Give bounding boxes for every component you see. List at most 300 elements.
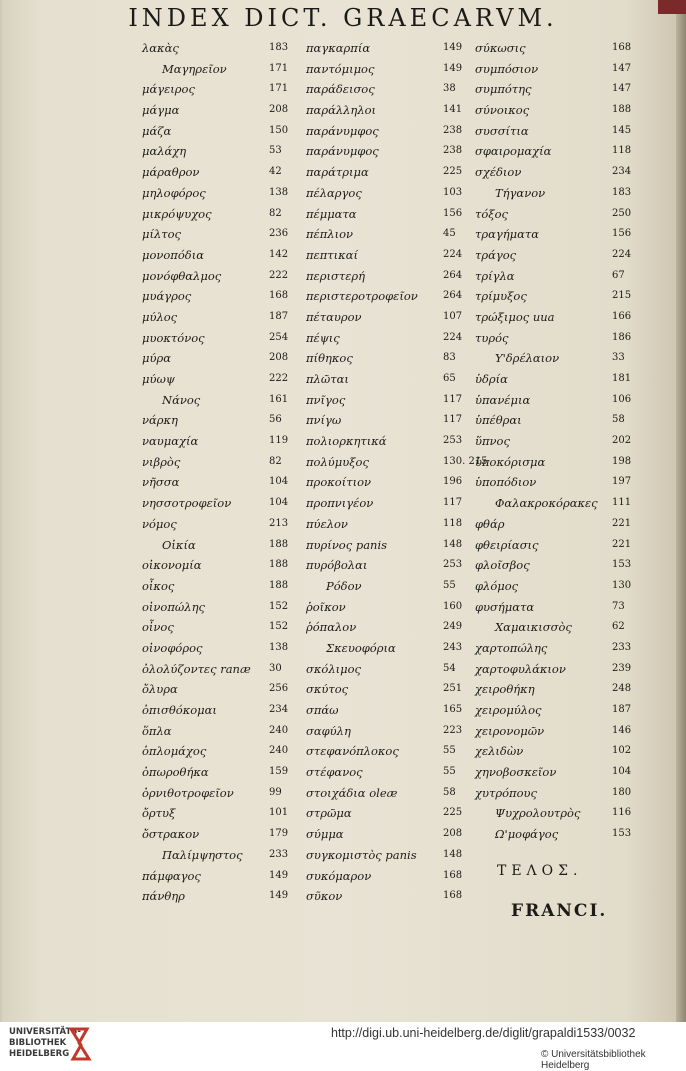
entry-word: στέφανος <box>306 765 363 780</box>
entry-page-number: 156 <box>443 207 463 219</box>
entry-word: ὀπισθόκομαι <box>142 703 217 717</box>
index-entry <box>306 100 466 121</box>
entry-page-number: 224 <box>443 331 463 343</box>
index-entry <box>475 431 645 452</box>
index-entry <box>306 183 466 204</box>
index-entry <box>475 38 645 59</box>
entry-word: σπάω <box>306 703 339 717</box>
entry-word: Τήγανον <box>495 185 546 200</box>
index-entry <box>142 493 302 514</box>
page-title: INDEX DICT. GRAECARVM. <box>128 4 558 32</box>
index-entry <box>142 535 302 556</box>
entry-word: οἰνοπώλης <box>142 599 205 614</box>
index-entry <box>142 266 302 287</box>
entry-page-number: 181 <box>612 373 632 384</box>
entry-word: πέμματα <box>306 206 357 221</box>
entry-word: πολύμυξος <box>306 454 369 469</box>
index-entry <box>475 514 645 535</box>
entry-word: ῥόπαλον <box>306 620 357 635</box>
entry-word: ὁπλομάχος <box>142 744 207 759</box>
index-entry <box>306 328 466 349</box>
library-logo-icon[interactable] <box>67 1025 95 1063</box>
entry-page-number: 104 <box>269 497 289 509</box>
entry-page-number: 55 <box>443 579 456 591</box>
entry-word: παράδεισος <box>306 82 375 97</box>
entry-word: Παλίμψηστος <box>162 847 243 862</box>
entry-page-number: 33 <box>612 352 625 364</box>
entry-word: τρίμυξος <box>475 289 527 304</box>
entry-page-number: 148 <box>443 538 463 550</box>
entry-page-number: 187 <box>612 704 632 715</box>
entry-page-number: 223 <box>443 724 463 736</box>
entry-word: ὀλολύζοντες ranæ <box>142 661 251 676</box>
index-entry <box>475 803 645 824</box>
entry-word: σκύτος <box>306 682 349 697</box>
entry-page-number: 183 <box>269 42 289 53</box>
entry-word: τρώξιμος uua <box>475 309 555 324</box>
index-entry <box>475 762 645 783</box>
index-entry <box>306 721 466 742</box>
entry-word: παράνυμφος <box>306 123 379 138</box>
entry-page-number: 188 <box>269 559 289 571</box>
entry-page-number: 150 <box>269 124 289 136</box>
entry-word: πολιορκητικά <box>306 434 387 449</box>
index-entry <box>306 597 466 618</box>
entry-word: μάγμα <box>142 103 180 118</box>
entry-page-number: 149 <box>269 890 289 902</box>
index-entry <box>142 307 302 328</box>
entry-word: χελιδὼν <box>475 744 524 759</box>
entry-word: πέψις <box>306 330 340 345</box>
index-entry <box>142 162 302 183</box>
entry-page-number: 188 <box>269 538 289 550</box>
entry-page-number: 234 <box>269 704 289 715</box>
entry-word: ὑπανέμια <box>475 392 531 407</box>
entry-word: ὀρνιθοτροφεῖον <box>142 785 234 800</box>
index-entry <box>306 204 466 225</box>
entry-word: πυρόβολαι <box>306 558 368 573</box>
entry-word: Υ'δρέλαιον <box>495 351 560 366</box>
entry-word: νησσοτροφεῖον <box>142 496 232 511</box>
entry-word: χηνοβοσκεῖον <box>475 765 557 780</box>
entry-page-number: 221 <box>612 538 632 550</box>
entry-page-number: 180 <box>612 786 632 798</box>
entry-page-number: 197 <box>612 476 632 488</box>
entry-word: σαφύλη <box>306 723 351 738</box>
entry-word: χαρτοπώλης <box>475 640 548 655</box>
index-entry <box>142 741 302 762</box>
entry-page-number: 56 <box>269 414 282 426</box>
entry-page-number: 67 <box>612 269 625 281</box>
index-entry <box>142 390 302 411</box>
index-entry <box>142 79 302 100</box>
entry-word: Οἰκία <box>162 537 196 552</box>
entry-word: σύκωσις <box>475 41 526 55</box>
index-entry <box>475 286 645 307</box>
entry-page-number: 222 <box>269 373 289 384</box>
entry-word: Σκευοφόρια <box>326 640 396 655</box>
entry-word: μυάγρος <box>142 289 192 304</box>
library-name-line3: HEIDELBERG <box>9 1049 70 1059</box>
entry-page-number: 196 <box>443 476 463 488</box>
entry-word: μάραθρον <box>142 165 200 180</box>
entry-page-number: 99 <box>269 786 282 798</box>
entry-page-number: 254 <box>269 331 289 343</box>
index-entry <box>142 700 302 721</box>
index-entry <box>475 493 645 514</box>
index-entry <box>142 762 302 783</box>
index-entry <box>306 824 466 845</box>
index-entry <box>475 162 645 183</box>
entry-page-number: 58 <box>443 786 456 798</box>
entry-page-number: 165 <box>443 704 463 715</box>
index-entry <box>306 741 466 762</box>
entry-word: τράγος <box>475 247 517 262</box>
entry-word: ὕπνος <box>475 434 510 449</box>
entry-word: ὑποκόρισμα <box>475 454 546 469</box>
entry-page-number: 156 <box>612 228 632 240</box>
entry-page-number: 153 <box>612 828 632 840</box>
entry-page-number: 256 <box>269 683 289 695</box>
index-entry <box>475 224 645 245</box>
index-entry <box>142 472 302 493</box>
entry-word: πίθηκος <box>306 351 353 366</box>
entry-word: πυρίνος panis <box>306 537 388 552</box>
index-entry <box>475 452 645 473</box>
entry-page-number: 104 <box>612 766 632 778</box>
entry-word: συμπόσιον <box>475 61 539 76</box>
entry-page-number: 239 <box>612 662 632 674</box>
index-column-1 <box>142 38 302 907</box>
index-entry <box>306 245 466 266</box>
entry-page-number: 45 <box>443 228 456 240</box>
index-column-3 <box>475 38 645 845</box>
entry-page-number: 213 <box>269 517 289 529</box>
index-entry <box>142 659 302 680</box>
entry-word: μύωψ <box>142 372 175 386</box>
entry-word: χαρτοφυλάκιον <box>475 661 566 676</box>
permalink-url[interactable]: http://digi.ub.uni-heidelberg.de/diglit/grapaldi1533/0032 <box>331 1026 636 1040</box>
entry-word: σῦκον <box>306 889 343 904</box>
entry-word: συκόμαρον <box>306 868 372 883</box>
entry-word: νιβρὸς <box>142 454 181 469</box>
entry-word: ὄλυρα <box>142 682 178 697</box>
entry-page-number: 117 <box>443 497 463 509</box>
index-entry <box>306 555 466 576</box>
index-entry <box>142 597 302 618</box>
index-entry <box>142 617 302 638</box>
index-entry <box>306 121 466 142</box>
index-entry <box>475 183 645 204</box>
entry-word: ὄστρακον <box>142 827 200 842</box>
entry-word: Νάνος <box>162 392 201 407</box>
index-entry <box>142 431 302 452</box>
entry-word: μονοπόδια <box>142 247 204 262</box>
entry-word: σύνοικος <box>475 103 530 118</box>
entry-word: Μαγηρεῖον <box>162 61 227 76</box>
entry-page-number: 240 <box>269 745 289 757</box>
index-entry <box>475 348 645 369</box>
entry-page-number: 233 <box>269 848 289 860</box>
entry-page-number: 208 <box>269 352 289 364</box>
entry-word: χυτρόπους <box>475 785 537 800</box>
index-entry <box>475 369 645 390</box>
index-entry <box>306 224 466 245</box>
index-entry <box>142 204 302 225</box>
index-entry <box>142 59 302 80</box>
entry-page-number: 82 <box>269 455 282 467</box>
index-entry <box>306 410 466 431</box>
index-entry <box>475 783 645 804</box>
entry-page-number: 264 <box>443 290 463 302</box>
entry-word: σκόλιμος <box>306 661 361 676</box>
index-entry <box>306 452 488 473</box>
index-entry <box>142 514 302 535</box>
entry-page-number: 253 <box>443 559 463 571</box>
entry-word: χειρονομῶν <box>475 723 545 738</box>
entry-page-number: 238 <box>443 145 463 157</box>
index-entry <box>306 38 466 59</box>
entry-word: συμπότης <box>475 82 532 97</box>
index-entry <box>306 783 466 804</box>
entry-page-number: 117 <box>443 393 463 405</box>
entry-page-number: 152 <box>269 600 289 612</box>
entry-page-number: 179 <box>269 828 289 840</box>
entry-page-number: 58 <box>612 414 625 426</box>
entry-word: πάνθηρ <box>142 889 185 904</box>
index-entry <box>306 79 466 100</box>
entry-page-number: 168 <box>612 42 632 53</box>
entry-word: ὄρτυξ <box>142 806 176 821</box>
index-entry <box>306 514 466 535</box>
index-entry <box>475 741 645 762</box>
index-entry <box>142 410 302 431</box>
index-entry <box>306 472 466 493</box>
entry-word: σχέδιον <box>475 165 522 180</box>
entry-page-number: 149 <box>443 62 463 74</box>
entry-page-number: 141 <box>443 104 463 116</box>
entry-page-number: 53 <box>269 145 282 157</box>
entry-word: παντόμιμος <box>306 61 375 76</box>
entry-word: ὀπωροθήκα <box>142 765 209 780</box>
index-entry <box>306 803 466 824</box>
index-entry <box>306 59 466 80</box>
entry-page-number: 138 <box>269 186 289 198</box>
entry-word: πέλαργος <box>306 185 362 200</box>
index-entry <box>142 348 302 369</box>
index-entry <box>142 555 302 576</box>
entry-page-number: 233 <box>612 641 632 653</box>
entry-word: μύρα <box>142 351 171 366</box>
entry-word: ῥοῖκον <box>306 599 346 614</box>
index-entry <box>306 762 466 783</box>
index-entry <box>142 121 302 142</box>
index-column-2 <box>306 38 488 907</box>
index-entry <box>142 803 302 824</box>
index-entry <box>306 886 466 907</box>
entry-word: ὑδρία <box>475 372 508 386</box>
index-entry <box>142 721 302 742</box>
entry-word: ὑποπόδιον <box>475 475 537 490</box>
entry-word: μύλος <box>142 309 178 324</box>
entry-word: τυρός <box>475 330 509 345</box>
entry-word: φθάρ <box>475 516 505 531</box>
index-entry <box>142 38 302 59</box>
entry-page-number: 166 <box>612 310 632 322</box>
entry-page-number: 83 <box>443 352 456 364</box>
entry-page-number: 250 <box>612 207 632 219</box>
index-entry <box>306 162 466 183</box>
entry-page-number: 153 <box>612 559 632 571</box>
index-entry <box>475 59 645 80</box>
entry-page-number: 148 <box>443 848 463 860</box>
entry-page-number: 236 <box>269 228 289 240</box>
index-entry <box>475 266 645 287</box>
index-entry <box>142 245 302 266</box>
entry-word: πλῶται <box>306 372 349 386</box>
index-entry <box>306 659 466 680</box>
entry-word: λακὰς <box>142 41 179 55</box>
entry-page-number: 240 <box>269 724 289 736</box>
entry-word: οἶνος <box>142 620 174 635</box>
entry-word: ναυμαχία <box>142 434 199 449</box>
index-entry <box>475 141 645 162</box>
index-entry <box>306 638 466 659</box>
entry-page-number: 55 <box>443 745 456 757</box>
entry-page-number: 138 <box>269 641 289 653</box>
entry-page-number: 243 <box>443 641 463 653</box>
index-entry <box>142 866 302 887</box>
index-entry <box>475 597 645 618</box>
index-entry <box>475 204 645 225</box>
index-entry <box>475 245 645 266</box>
entry-word: πνίγω <box>306 413 342 428</box>
index-entry <box>142 141 302 162</box>
entry-word: πνῖγος <box>306 392 346 407</box>
entry-page-number: 224 <box>612 248 632 260</box>
index-entry <box>306 266 466 287</box>
entry-word: οἰκονομία <box>142 558 202 573</box>
entry-word: πέταυρον <box>306 309 362 324</box>
index-entry <box>306 576 466 597</box>
entry-page-number: 111 <box>612 497 632 509</box>
entry-page-number: 62 <box>612 621 625 633</box>
index-entry <box>142 638 302 659</box>
entry-word: πάμφαγος <box>142 868 201 883</box>
entry-word: παγκαρπία <box>306 41 371 55</box>
entry-page-number: 221 <box>612 517 632 529</box>
entry-word: παράνυμφος <box>306 144 379 159</box>
entry-page-number: 73 <box>612 600 625 612</box>
entry-word: στοιχάδια oleæ <box>306 785 398 800</box>
index-entry <box>475 535 645 556</box>
index-entry <box>306 679 466 700</box>
entry-word: φυσήματα <box>475 599 535 614</box>
entry-page-number: 160 <box>443 600 463 612</box>
index-entry <box>475 100 645 121</box>
entry-page-number: 264 <box>443 269 463 281</box>
index-entry <box>475 410 645 431</box>
entry-page-number: 186 <box>612 331 632 343</box>
entry-word: παράτριμα <box>306 165 369 180</box>
entry-page-number: 146 <box>612 724 632 736</box>
index-entry <box>475 576 645 597</box>
entry-word: μάζα <box>142 123 172 138</box>
entry-page-number: 198 <box>612 455 632 467</box>
entry-page-number: 188 <box>612 104 632 116</box>
entry-word: Ω'μοφάγος <box>495 827 559 842</box>
entry-page-number: 208 <box>269 104 289 116</box>
entry-word: φθειρίασις <box>475 537 539 552</box>
entry-page-number: 225 <box>443 166 463 178</box>
index-entry <box>142 183 302 204</box>
entry-page-number: 249 <box>443 621 463 633</box>
entry-word: οἶκος <box>142 578 175 593</box>
index-entry <box>475 472 645 493</box>
entry-word: ὑπέθραι <box>475 413 522 428</box>
index-entry <box>306 866 466 887</box>
entry-page-number: 159 <box>269 766 289 778</box>
entry-word: φλοῖσβος <box>475 558 530 573</box>
entry-page-number: 54 <box>443 662 456 674</box>
entry-word: συγκομιστὸς panis <box>306 847 417 862</box>
entry-page-number: 30 <box>269 662 282 674</box>
index-entry <box>475 659 645 680</box>
index-entry <box>306 307 466 328</box>
entry-page-number: 183 <box>612 186 632 198</box>
index-entry <box>306 700 466 721</box>
index-entry <box>475 824 645 845</box>
entry-page-number: 119 <box>269 435 289 447</box>
index-entry <box>306 431 466 452</box>
entry-word: συσσίτια <box>475 123 529 138</box>
entry-page-number: 171 <box>269 83 289 95</box>
index-entry <box>475 79 645 100</box>
entry-word: προπνιγέον <box>306 496 374 511</box>
entry-page-number: 118 <box>443 517 463 529</box>
catchword: FRANCI. <box>511 901 608 921</box>
index-entry <box>306 141 466 162</box>
index-entry <box>142 886 302 907</box>
library-name-line2: BIBLIOTHEK <box>9 1038 67 1048</box>
entry-word: νάρκη <box>142 413 178 428</box>
entry-word: τρίγλα <box>475 268 515 283</box>
entry-page-number: 187 <box>269 310 289 322</box>
index-entry <box>306 390 466 411</box>
entry-word: νόμος <box>142 516 177 531</box>
entry-page-number: 225 <box>443 807 463 819</box>
entry-page-number: 222 <box>269 269 289 281</box>
entry-page-number: 234 <box>612 166 632 178</box>
entry-word: σύμμα <box>306 827 344 842</box>
entry-word: Φαλακροκόρακες <box>495 496 598 511</box>
entry-word: φλόμος <box>475 578 519 593</box>
index-entry <box>475 700 645 721</box>
entry-page-number: 168 <box>269 290 289 302</box>
index-entry <box>475 617 645 638</box>
entry-word: οἰνοφόρος <box>142 640 203 655</box>
index-entry <box>142 824 302 845</box>
index-entry <box>475 679 645 700</box>
entry-word: μυοκτόνος <box>142 330 205 345</box>
entry-word: μάγειρος <box>142 82 195 97</box>
entry-word: μαλάχη <box>142 144 187 159</box>
index-entry <box>142 576 302 597</box>
entry-word: Ψυχρολουτρὸς <box>495 806 581 821</box>
library-name-line1: UNIVERSITÄTS- <box>9 1027 81 1037</box>
entry-page-number: 253 <box>443 435 463 447</box>
index-entry <box>142 100 302 121</box>
